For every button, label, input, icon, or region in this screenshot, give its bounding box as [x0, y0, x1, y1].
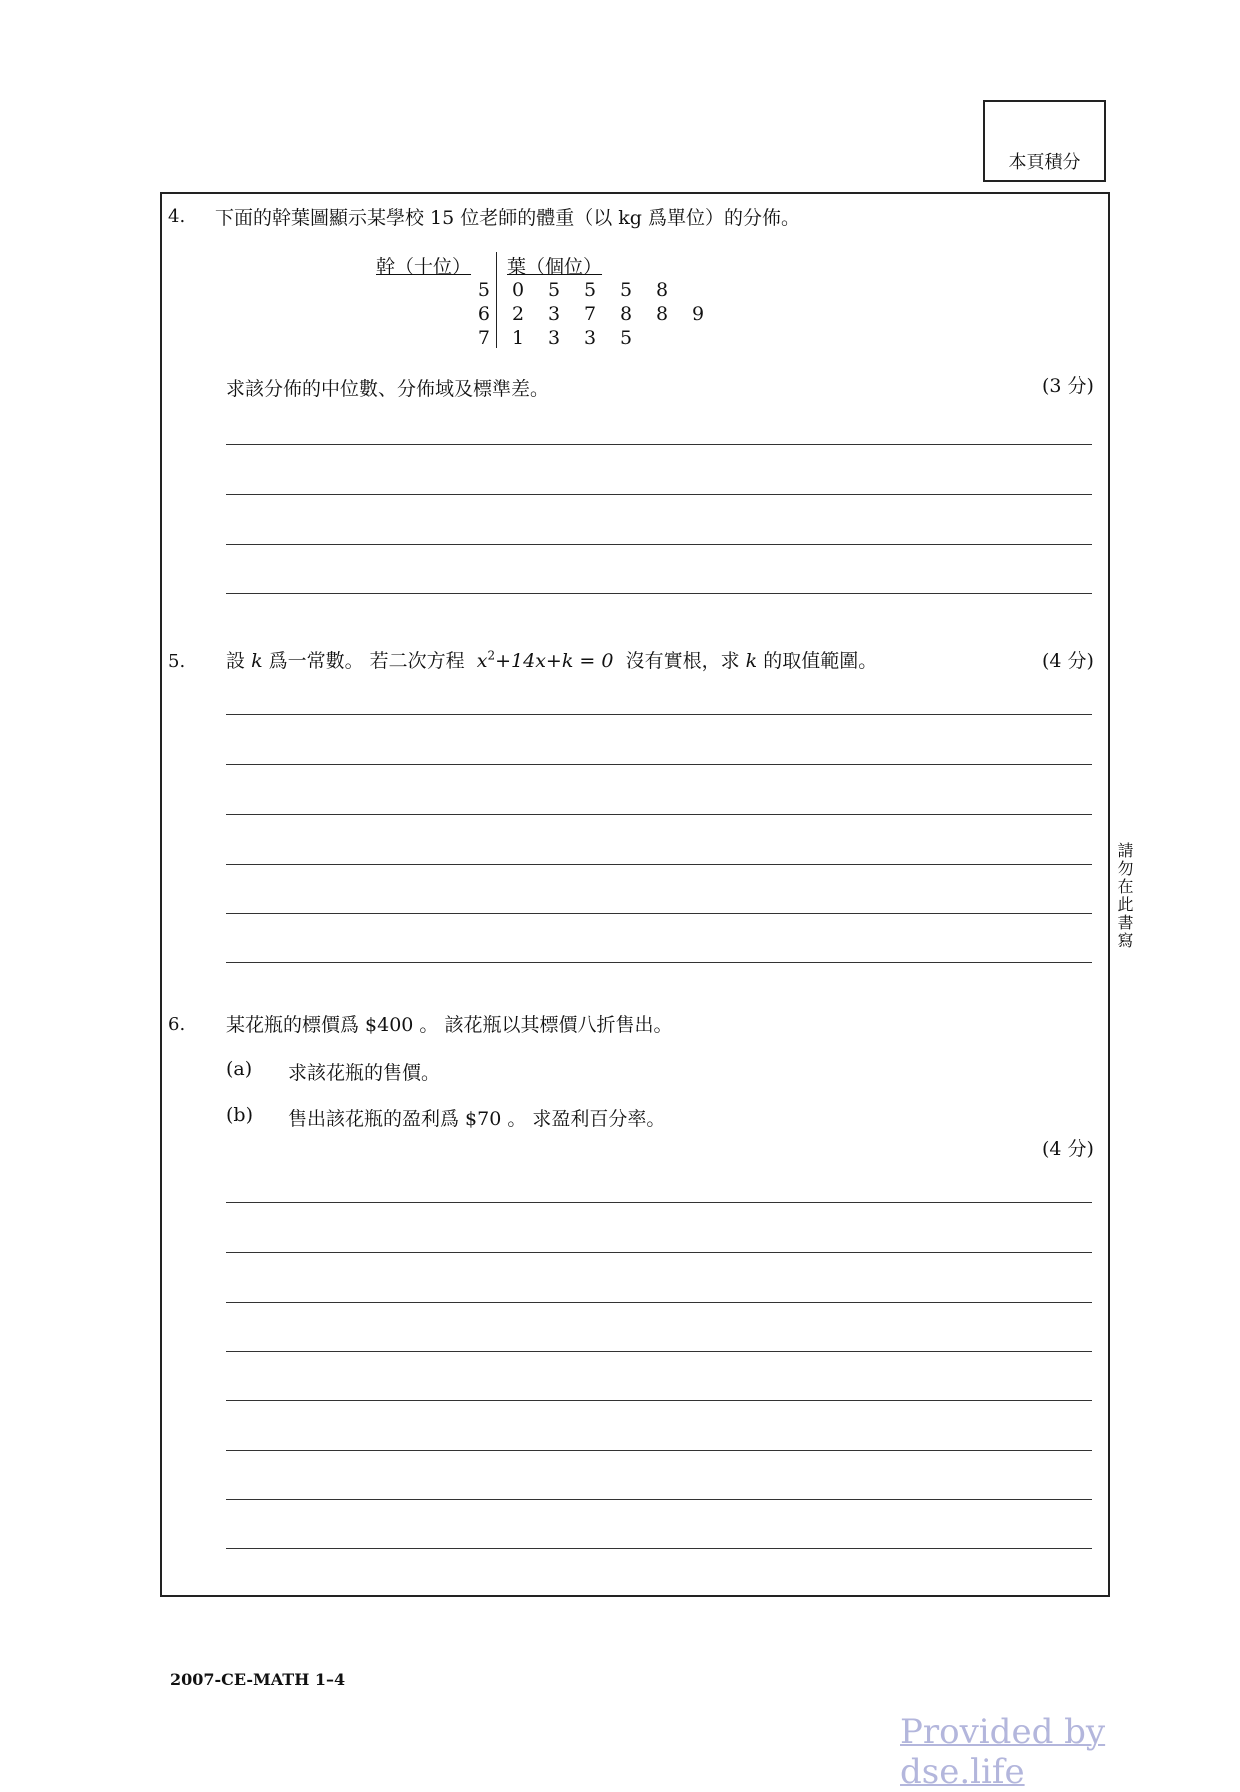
q5-marks: (4 分): [1042, 650, 1094, 672]
answer-line[interactable]: [226, 444, 1092, 445]
page-score-label: 本頁積分: [1008, 152, 1081, 173]
leaf-value: 8: [619, 303, 633, 325]
answer-line[interactable]: [226, 714, 1092, 715]
leaf-header: 葉（個位）: [507, 256, 603, 278]
leaf-value: 8: [655, 303, 669, 325]
answer-line[interactable]: [226, 764, 1092, 765]
leaf-value: 3: [583, 327, 597, 349]
stem-leaf-divider: [496, 252, 497, 348]
q6-text: 某花瓶的標價爲 $400 。 該花瓶以其標價八折售出。: [226, 1014, 673, 1036]
leaf-value: 1: [511, 327, 525, 349]
q6-marks: (4 分): [1042, 1138, 1094, 1160]
leaf-value: 2: [511, 303, 525, 325]
answer-line[interactable]: [226, 544, 1092, 545]
q5-text: [226, 646, 877, 673]
q5-text-a: 設: [226, 650, 246, 672]
stem-value: 5: [477, 279, 490, 301]
q5-eq-x: x: [476, 650, 488, 672]
answer-frame: [160, 192, 1110, 1597]
leaf-value: 3: [547, 303, 561, 325]
answer-line[interactable]: [226, 1450, 1092, 1451]
leaf-value: 3: [547, 327, 561, 349]
leaf-value: 5: [547, 279, 561, 301]
paper-code: 2007-CE-MATH 1–4: [170, 1670, 346, 1689]
answer-line[interactable]: [226, 1400, 1092, 1401]
q5-eq-exp: 2: [487, 648, 496, 663]
stem-value: 6: [477, 303, 490, 325]
q5-var-k: k: [251, 650, 263, 672]
q5-eq-rest: +14x+k = 0: [495, 650, 614, 672]
answer-line[interactable]: [226, 1252, 1092, 1253]
q4-text: 下面的幹葉圖顯示某學校 15 位老師的體重（以 kg 爲單位）的分佈。: [215, 207, 801, 229]
answer-line[interactable]: [226, 1202, 1092, 1203]
answer-line[interactable]: [226, 1302, 1092, 1303]
q5-text-b: 爲一常數。 若二次方程: [268, 650, 465, 672]
q5-text-c: 沒有實根，求: [625, 650, 740, 672]
q5-number: 5.: [168, 651, 186, 672]
watermark: Provided by dse.life: [900, 1712, 1106, 1792]
q6-number: 6.: [168, 1014, 186, 1035]
answer-line[interactable]: [226, 814, 1092, 815]
q4-number: 4.: [168, 206, 186, 227]
q4-question: 求該分佈的中位數、分佈域及標準差。: [226, 378, 550, 400]
page-score-box: [983, 100, 1106, 182]
leaf-value: 5: [619, 327, 633, 349]
q6-part-b-label: (b): [226, 1104, 253, 1126]
answer-line[interactable]: [226, 864, 1092, 865]
leaf-value: 5: [583, 279, 597, 301]
answer-line[interactable]: [226, 962, 1092, 963]
answer-line[interactable]: [226, 913, 1092, 914]
q6-part-a-label: (a): [226, 1058, 253, 1080]
answer-line[interactable]: [226, 1499, 1092, 1500]
leaf-value: 9: [691, 303, 705, 325]
leaf-value: 5: [619, 279, 633, 301]
leaf-value: 8: [655, 279, 669, 301]
q6-part-a: 求該花瓶的售價。: [288, 1062, 441, 1084]
answer-line[interactable]: [226, 1351, 1092, 1352]
answer-line[interactable]: [226, 1548, 1092, 1549]
leaf-value: 0: [511, 279, 525, 301]
q4-marks: (3 分): [1042, 375, 1094, 397]
stem-value: 7: [477, 327, 490, 349]
answer-line[interactable]: [226, 593, 1092, 594]
stem-header: 幹（十位）: [376, 256, 472, 278]
answer-line[interactable]: [226, 494, 1092, 495]
q5-var-k-2: k: [745, 650, 758, 672]
q5-text-d: 的取值範圍。: [763, 650, 878, 672]
margin-note: 請勿在此書寫: [1115, 842, 1134, 950]
leaf-value: 7: [583, 303, 597, 325]
q6-part-b: 售出該花瓶的盈利爲 $70 。 求盈利百分率。: [288, 1108, 666, 1130]
